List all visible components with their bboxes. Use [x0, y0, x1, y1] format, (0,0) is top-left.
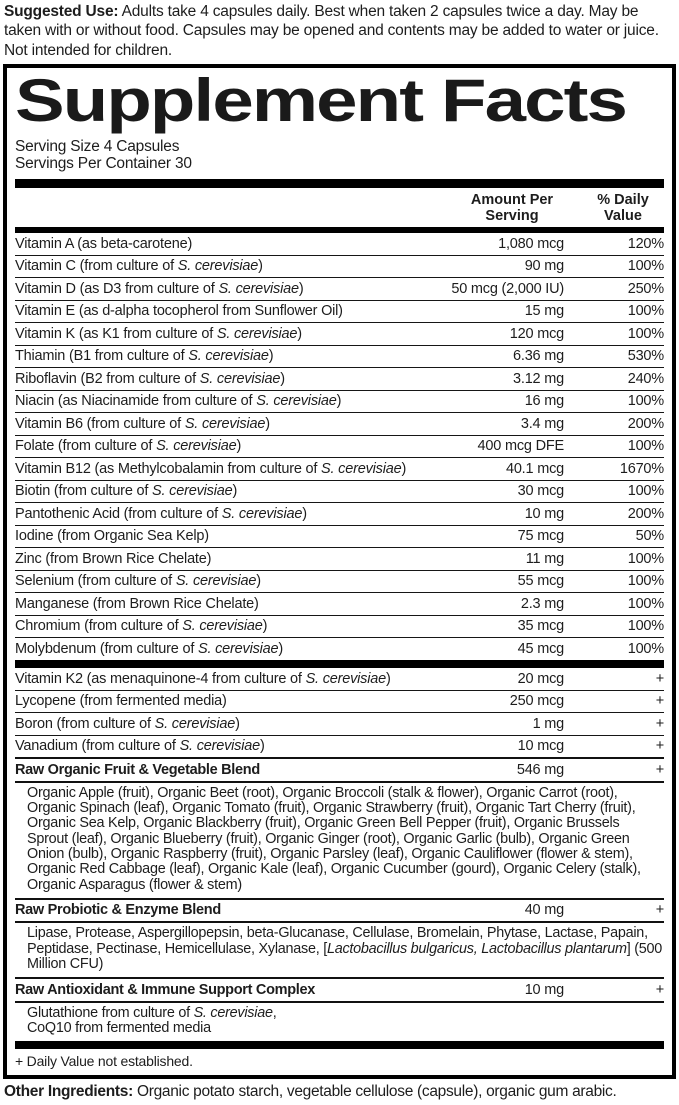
secondary-nutrient-rows	[15, 668, 664, 758]
nutrient-row	[15, 690, 664, 713]
nutrient-amount: 2.3 mg	[520, 595, 564, 612]
nutrient-amount: 1 mg	[532, 715, 564, 732]
nutrient-daily-value: +	[655, 670, 664, 687]
supplement-facts-panel	[3, 64, 676, 1080]
nutrient-daily-value: 100%	[627, 483, 664, 500]
nutrient-name: Vitamin E (as d-alpha tocopherol from Sunflower Oil)	[15, 303, 343, 320]
nutrient-row	[15, 457, 664, 480]
blend-section	[15, 898, 664, 977]
nutrient-amount: 16 mg	[524, 393, 564, 410]
nutrient-row	[15, 547, 664, 570]
nutrient-row	[15, 637, 664, 660]
servings-per-container: Servings Per Container 30	[15, 154, 192, 172]
blend-header-row	[15, 898, 664, 924]
suggested-use-text	[0, 0, 679, 63]
nutrient-daily-value: 200%	[627, 415, 664, 432]
nutrient-row	[15, 435, 664, 458]
nutrient-amount: 15 mg	[524, 303, 564, 320]
nutrient-daily-value: 100%	[627, 438, 664, 455]
blend-name: Raw Antioxidant & Immune Support Complex	[15, 981, 316, 998]
nutrient-name: Vitamin K2 (as menaquinone-4 from culture of S. cerevisiae)	[15, 670, 391, 687]
nutrient-row	[15, 322, 664, 345]
nutrient-row	[15, 502, 664, 525]
nutrient-name: Niacin (as Niacinamide from culture of S. cerevisiae)	[15, 393, 342, 410]
nutrient-daily-value: 100%	[627, 640, 664, 657]
nutrient-name: Folate (from culture of S. cerevisiae)	[15, 438, 242, 455]
blend-daily-value: +	[655, 981, 664, 998]
nutrient-daily-value: 250%	[627, 280, 664, 297]
nutrient-row	[15, 712, 664, 735]
nutrient-name: Boron (from culture of S. cerevisiae)	[15, 715, 240, 732]
nutrient-name: Pantothenic Acid (from culture of S. cerevisiae)	[15, 505, 307, 522]
blend-daily-value: +	[655, 761, 664, 778]
nutrient-name: Vitamin K (as K1 from culture of S. cerevisiae)	[15, 325, 302, 342]
nutrient-row	[15, 480, 664, 503]
column-header-amount: Amount Per Serving	[470, 191, 554, 224]
nutrient-name: Riboflavin (B2 from culture of S. cerevisiae)	[15, 370, 285, 387]
divider-thick	[15, 179, 664, 188]
main-nutrient-rows	[15, 233, 664, 660]
nutrient-row	[15, 367, 664, 390]
nutrient-daily-value: 50%	[635, 528, 664, 545]
blend-header-row	[15, 977, 664, 1003]
nutrient-amount: 1,080 mcg	[498, 235, 564, 252]
nutrient-daily-value: 120%	[627, 235, 664, 252]
blend-header-row	[15, 757, 664, 783]
nutrient-row	[15, 345, 664, 368]
nutrient-row	[15, 255, 664, 278]
nutrient-amount: 90 mg	[524, 258, 564, 275]
nutrient-row	[15, 570, 664, 593]
nutrient-amount: 55 mcg	[517, 573, 564, 590]
other-ingredients-body: Organic potato starch, vegetable cellulose (capsule), organic gum arabic.	[136, 1083, 617, 1101]
nutrient-daily-value: 100%	[627, 573, 664, 590]
nutrient-daily-value: 100%	[627, 550, 664, 567]
blend-ingredients: Lipase, Protease, Aspergillopepsin, beta-Glucanase, Cellulase, Bromelain, Phytase, Lactase, Papain, Peptidase, Pectinase, Hemicellulase, Xylanase, [Lactobacillus bulgaricus, Lactobacillus plantarum] (500 Million CFU)	[27, 925, 663, 973]
nutrient-name: Iodine (from Organic Sea Kelp)	[15, 528, 209, 545]
blend-amount: 546 mg	[516, 761, 564, 778]
divider-section	[15, 660, 664, 668]
nutrient-name: Zinc (from Brown Rice Chelate)	[15, 550, 212, 567]
nutrient-amount: 30 mcg	[517, 483, 564, 500]
nutrient-row	[15, 615, 664, 638]
blend-sections	[15, 757, 664, 1041]
nutrient-amount: 10 mcg	[517, 738, 564, 755]
serving-size: Serving Size 4 Capsules	[15, 137, 180, 155]
nutrient-row	[15, 390, 664, 413]
nutrient-name: Thiamin (B1 from culture of S. cerevisiae)	[15, 348, 274, 365]
nutrient-amount: 3.12 mg	[513, 370, 564, 387]
nutrient-amount: 45 mcg	[517, 640, 564, 657]
nutrient-name: Vitamin B6 (from culture of S. cerevisiae)	[15, 415, 270, 432]
suggested-use-label: Suggested Use:	[4, 3, 119, 20]
nutrient-daily-value: 100%	[627, 325, 664, 342]
nutrient-name: Vitamin A (as beta-carotene)	[15, 235, 193, 252]
nutrient-daily-value: 100%	[627, 303, 664, 320]
nutrient-amount: 20 mcg	[517, 670, 564, 687]
nutrient-name: Vitamin D (as D3 from culture of S. cerevisiae)	[15, 280, 304, 297]
nutrient-amount: 250 mcg	[509, 693, 564, 710]
blend-section	[15, 757, 664, 898]
nutrient-daily-value: 100%	[627, 258, 664, 275]
blend-ingredients: Glutathione from culture of S. cerevisiae, CoQ10 from fermented media	[27, 1004, 277, 1037]
nutrient-name: Lycopene (from fermented media)	[15, 693, 227, 710]
nutrient-row	[15, 735, 664, 758]
divider-footnote	[15, 1041, 664, 1049]
nutrient-name: Molybdenum (from culture of S. cerevisiae)	[15, 640, 284, 657]
blend-ingredients: Organic Apple (fruit), Organic Beet (root), Organic Broccoli (stalk & flower), Organic Carrot (root), Organic Spinach (leaf), Organic Tomato (fruit), Organic Strawberry (fruit), Organic Tart Cherry (fruit), Organic Sea Kelp, Organic Blackberry (fruit), Organic Green Bell Pepper (fruit), Organic Brussels Sprout (leaf), Organic Blueberry (fruit), Organic Ginger (root), Organic Garlic (bulb), Organic Green Onion (bulb), Organic Raspberry (fruit), Organic Parsley (leaf), Organic Cauliflower (flower & stem), Organic Red Cabbage (leaf), Organic Kale (leaf), Organic Cucumber (gourd), Organic Celery (stalk), Organic Asparagus (flower & stem)	[27, 784, 641, 893]
nutrient-name: Vitamin C (from culture of S. cerevisiae)	[15, 258, 263, 275]
nutrient-daily-value: 530%	[627, 348, 664, 365]
nutrient-daily-value: 200%	[627, 505, 664, 522]
nutrient-name: Vanadium (from culture of S. cerevisiae)	[15, 738, 265, 755]
nutrient-name: Biotin (from culture of S. cerevisiae)	[15, 483, 238, 500]
panel-title: Supplement Facts	[15, 66, 627, 134]
nutrient-row	[15, 277, 664, 300]
nutrient-name: Selenium (from culture of S. cerevisiae)	[15, 573, 261, 590]
nutrient-amount: 400 mcg DFE	[477, 438, 564, 455]
other-ingredients-text	[0, 1079, 679, 1101]
nutrient-daily-value: 240%	[627, 370, 664, 387]
nutrient-amount: 11 mg	[525, 550, 564, 567]
other-ingredients-label: Other Ingredients:	[4, 1083, 133, 1101]
nutrient-daily-value: +	[655, 715, 664, 732]
nutrient-row	[15, 233, 664, 255]
nutrient-daily-value: 100%	[627, 618, 664, 635]
blend-daily-value: +	[655, 902, 664, 919]
nutrient-amount: 10 mg	[524, 505, 564, 522]
nutrient-row	[15, 592, 664, 615]
blend-amount: 10 mg	[524, 981, 564, 998]
nutrient-row	[15, 412, 664, 435]
nutrient-name: Manganese (from Brown Rice Chelate)	[15, 595, 259, 612]
nutrient-daily-value: +	[655, 693, 664, 710]
blend-name: Raw Organic Fruit & Vegetable Blend	[15, 761, 260, 778]
nutrient-row	[15, 525, 664, 548]
nutrient-amount: 35 mcg	[517, 618, 564, 635]
blend-amount: 40 mg	[524, 902, 564, 919]
column-header-daily-value: % Daily Value	[597, 191, 649, 224]
blend-section	[15, 977, 664, 1041]
nutrient-daily-value: 1670%	[619, 460, 664, 477]
nutrient-row	[15, 668, 664, 690]
nutrient-daily-value: 100%	[627, 393, 664, 410]
blend-name: Raw Probiotic & Enzyme Blend	[15, 902, 221, 919]
nutrient-amount: 6.36 mg	[513, 348, 564, 365]
nutrient-amount: 50 mcg (2,000 IU)	[451, 280, 564, 297]
column-header-row	[15, 188, 664, 227]
daily-value-footnote: + Daily Value not established.	[15, 1053, 193, 1070]
nutrient-amount: 3.4 mg	[520, 415, 564, 432]
nutrient-name: Chromium (from culture of S. cerevisiae)	[15, 618, 268, 635]
nutrient-name: Vitamin B12 (as Methylcobalamin from culture of S. cerevisiae)	[15, 460, 407, 477]
nutrient-daily-value: 100%	[627, 595, 664, 612]
nutrient-amount: 120 mcg	[509, 325, 564, 342]
suggested-use-body: Adults take 4 capsules daily. Best when taken 2 capsules twice a day. May be taken with or without food. Capsules may be opened and contents may be added to water or juice. Not intended for children.	[4, 3, 659, 59]
nutrient-amount: 40.1 mcg	[505, 460, 564, 477]
nutrient-amount: 75 mcg	[517, 528, 564, 545]
nutrient-daily-value: +	[655, 738, 664, 755]
nutrient-row	[15, 300, 664, 323]
